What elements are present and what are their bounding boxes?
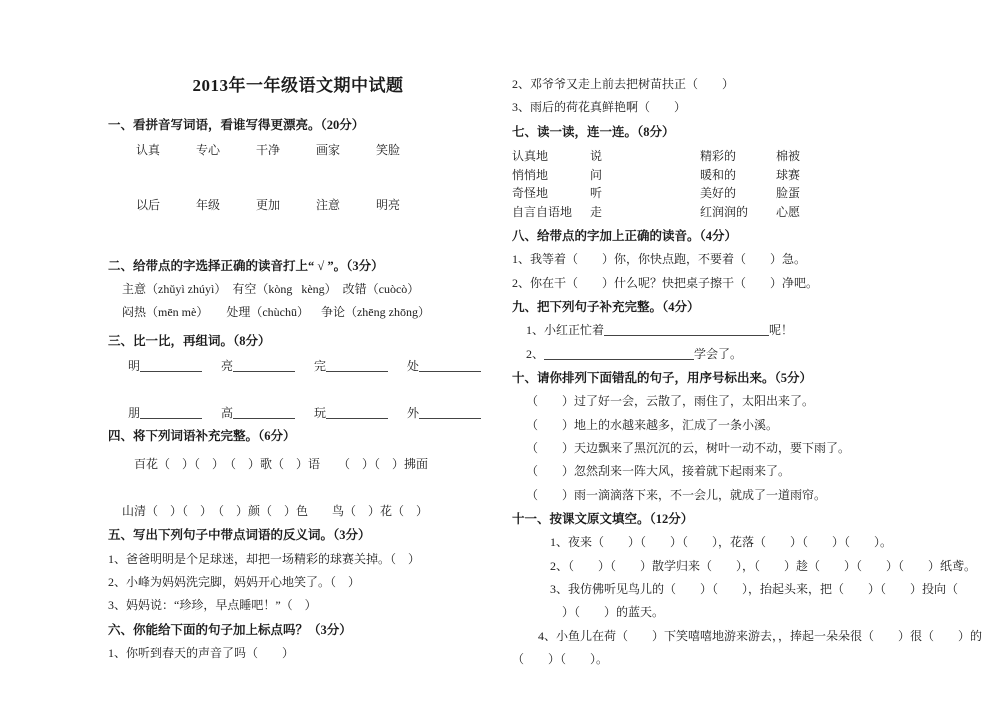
vocab-word: 画家 [316,142,341,157]
match-item-noun[interactable]: 脸蛋 [776,186,801,201]
section-11-heading: 十一、按课文原文填空。（12分） [512,512,694,527]
section-10-item: （ ）天边飘来了黑沉沉的云，树叶一动不动，要下雨了。 [526,441,851,455]
match-row [512,166,932,185]
vocab-word: 笑脸 [376,142,401,157]
section-8-heading: 八、给带点的字加上正确的读音。（4分） [512,229,738,244]
vocab-word: 注意 [316,197,341,212]
section-2-line-2: 闷热（mēn mè） 处理（chùchū） 争论（zhēng zhōng） [122,305,430,320]
compare-char: 高 [221,405,234,420]
compare-word-cell [128,404,221,421]
compare-word-cell [314,404,407,421]
section-10-heading: 十、请你排列下面错乱的句子，用序号标出来。（5分） [512,371,813,386]
left-column [108,0,488,662]
compare-word-cell [407,357,500,374]
write-blank[interactable] [140,406,202,419]
sentence-suffix: 学会了。 [694,346,743,361]
match-row [512,147,932,166]
vocab-word: 明亮 [376,197,401,212]
section-6-item: 2、邓爷爷又走上前去把树苗扶正（ ） [512,77,735,91]
section-6-item: 3、雨后的荷花真鲜艳啊（ ） [512,100,687,115]
sentence-suffix: 呢！ [769,323,794,338]
match-item-adverb[interactable]: 奇怪地 [512,186,549,201]
section-5-heading: 五、写出下列句子中带点词语的反义词。（3分） [108,528,371,543]
section-11-item: 4、小鱼儿在荷（ ）下笑嘻嘻地游来游去，，捧起一朵朵很（ ）很（ ）的 [538,628,983,643]
right-column [512,0,983,669]
section-4-row-2: 山清（ ）（ ） （ ）颜（ ）色 鸟（ ）花（ ） [122,504,429,519]
section-1-word-row-1 [108,141,436,158]
write-blank[interactable] [233,406,295,419]
write-blank[interactable] [140,359,202,372]
match-item-adverb[interactable]: 悄悄地 [512,167,549,182]
write-blank[interactable] [419,359,481,372]
compare-word-cell [221,404,314,421]
vocab-word: 干净 [256,142,281,157]
sentence-prefix: 2、 [526,346,545,361]
spacer [108,321,488,332]
section-5-item: 1、爸爸明明是个足球迷，却把一场精彩的球赛关掉。（ ） [108,551,421,566]
vocab-word: 年级 [196,197,221,212]
vocab-word: 专心 [196,142,221,157]
match-item-adjective[interactable]: 精彩的 [700,148,737,163]
answer-space [108,158,488,196]
section-11-item: ）（ ）的蓝天。 [550,605,665,620]
match-item-adjective[interactable]: 红润润的 [700,204,749,219]
write-blank[interactable] [419,406,481,419]
section-4-row-1: 百花（ ）（ ） （ ）歌（ ）语 （ ）（ ）拂面 [134,456,429,471]
section-3-row-1 [108,357,500,374]
section-11-item: 2、（ ）（ ）散学归来（ ），（ ）趁（ ）（ ）（ ）纸鸢。 [550,558,977,573]
section-1-word-row-2 [108,196,436,213]
vocab-word: 更加 [256,197,281,212]
compare-char: 处 [407,358,420,373]
match-item-verb[interactable]: 听 [590,186,603,201]
section-9-item-1 [512,322,932,339]
answer-space [108,374,488,404]
write-blank[interactable] [233,359,295,372]
compare-char: 外 [407,405,420,420]
section-11-item: 1、夜来（ ）（ ）（ ），花落（ ）（ ）（ ）。 [550,535,893,550]
match-item-verb[interactable]: 说 [590,148,603,163]
answer-space [108,213,488,251]
section-4-heading: 四、将下列词语补充完整。（6分） [108,428,296,443]
sentence-prefix: 1、小红正忙着 [526,323,605,338]
section-6-heading: 六、你能给下面的句子加上标点吗？（3分） [108,622,352,637]
section-9-heading: 九、把下列句子补充完整。（4分） [512,300,700,315]
section-2-heading: 二、给带点的字选择正确的读音打上“ √ ”。（3分） [108,258,384,273]
fill-blank[interactable] [544,347,694,360]
match-item-noun[interactable]: 心愿 [776,204,801,219]
match-item-verb[interactable]: 问 [590,167,603,182]
section-2-line-1: 主意（zhǔyì zhúyì） 有空（kòng kèng） 改错（cuòcò） [122,281,420,296]
section-5-item: 3、妈妈说：“珍珍，早点睡吧！”（ ） [108,598,317,613]
match-item-adjective[interactable]: 暖和的 [700,167,737,182]
answer-space [108,473,488,503]
section-5-item: 2、小峰为妈妈洗完脚，妈妈开心地笑了。（ ） [108,574,361,589]
section-1-heading: 一、看拼音写词语，看谁写得更漂亮。（20分） [108,118,365,133]
compare-char: 明 [128,358,141,373]
compare-char: 玩 [314,405,327,420]
compare-char: 亮 [221,358,234,373]
vocab-word: 以后 [136,197,161,212]
section-3-row-2 [108,404,500,421]
compare-word-cell [407,404,500,421]
fill-blank[interactable] [604,323,769,336]
spacer [108,445,488,456]
section-9-item-2 [512,346,932,363]
section-8-item: 1、我等着（ ）你，你快点跑，不要着（ ）急。 [512,252,807,267]
write-blank[interactable] [326,406,388,419]
spacer [512,0,932,76]
section-10-item: （ ）过了好一会，云散了，雨住了，太阳出来了。 [526,394,815,409]
section-11-item: （ ）（ ）。 [512,652,609,667]
section-3-heading: 三、比一比，再组词。（8分） [108,334,271,349]
compare-char: 完 [314,358,327,373]
match-item-verb[interactable]: 走 [590,204,603,219]
section-11-item: 3、我仿佛听见鸟儿的（ ）（ ），抬起头来，把（ ）（ ）投向（ [550,582,959,597]
match-item-noun[interactable]: 棉被 [776,148,801,163]
section-7-heading: 七、读一读，连一连。（8分） [512,124,675,139]
match-row [512,184,932,203]
write-blank[interactable] [326,359,388,372]
section-10-item: （ ）雨一滴滴落下来，不一会儿，就成了一道雨帘。 [526,487,827,502]
section-10-item: （ ）地上的水越来越多，汇成了一条小溪。 [526,417,779,432]
match-item-adverb[interactable]: 自言自语地 [512,204,573,219]
match-item-adjective[interactable]: 美好的 [700,186,737,201]
match-item-noun[interactable]: 球赛 [776,167,801,182]
compare-char: 朋 [128,405,141,420]
spacer [108,96,488,116]
compare-word-cell [128,357,221,374]
section-8-item: 2、你在干（ ）什么呢？快把桌子擦干（ ）净吧。 [512,275,819,290]
page-title: 2013年一年级语文期中试题 [192,76,404,95]
section-10-item: （ ）忽然刮来一阵大风，接着就下起雨来了。 [526,464,791,479]
compare-word-cell [221,357,314,374]
compare-word-cell [314,357,407,374]
vocab-word: 认真 [136,142,161,157]
match-row [512,203,932,222]
match-item-adverb[interactable]: 认真地 [512,148,549,163]
section-6-item: 1、你听到春天的声音了吗（ ） [108,645,295,660]
